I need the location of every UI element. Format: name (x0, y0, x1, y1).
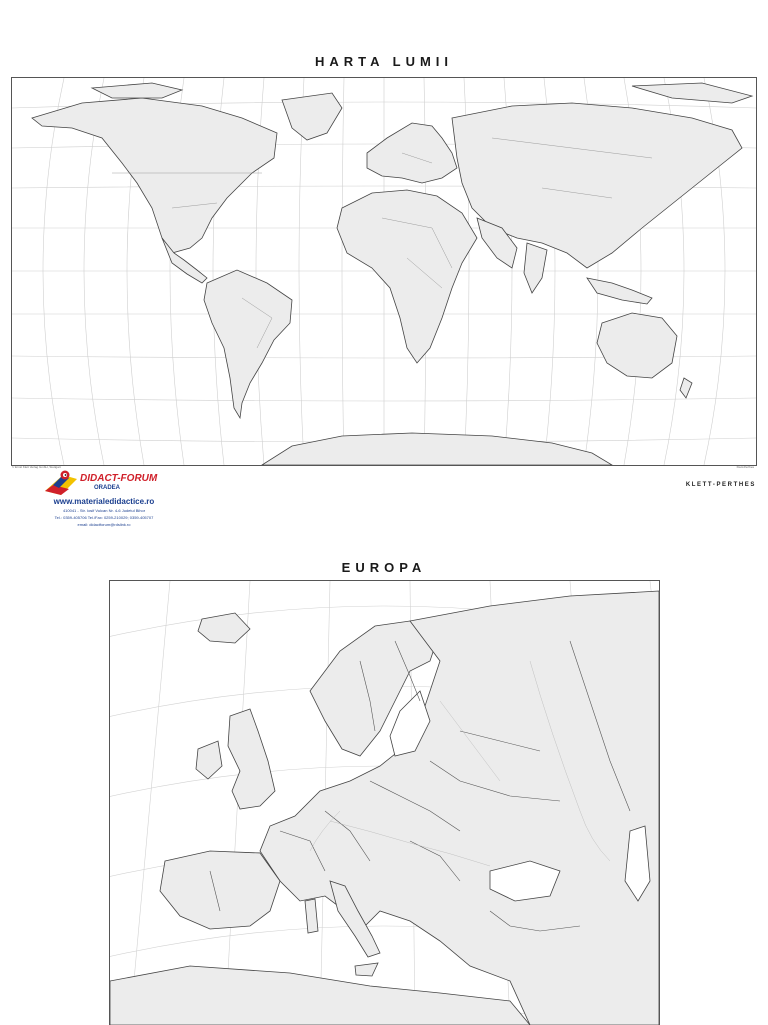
iberia (160, 851, 280, 929)
south-america (204, 270, 292, 418)
logo-address: 410041 - Str. Iosif Vulcan Nr. 4-6 Judetul Bihor (62, 508, 146, 513)
north-america (32, 98, 277, 253)
logo-brand-name: DIDACT-FORUM (80, 473, 158, 484)
world-landmasses (32, 83, 752, 465)
publisher-mark: KLETT-PERTHES (685, 482, 756, 488)
mascot-icon (43, 469, 79, 499)
logo-phones: Tel.: 0359-405706 Tel./Fax: 0259-210029; 0359-405707 (54, 515, 154, 520)
europe-map-title: EUROPA (341, 560, 427, 575)
logo-website-link[interactable]: www.materialedidactice.ro (53, 497, 155, 506)
world-map-credit-left: © Ernst Klett Verlag GmbH, Stuttgart (12, 465, 61, 469)
ireland (196, 741, 222, 779)
didact-forum-logo[interactable] (38, 469, 170, 531)
logo-email: email: didactforum@rdslink.ro (77, 522, 131, 527)
europe (367, 123, 457, 183)
iceland (198, 613, 250, 643)
sicily (355, 963, 378, 976)
sardinia-corsica (305, 899, 318, 933)
north-africa (110, 966, 530, 1025)
australia (597, 313, 677, 378)
africa (337, 190, 477, 363)
europe-landmasses (110, 591, 659, 1025)
antarctica (262, 433, 612, 465)
great-britain (228, 709, 275, 809)
world-map-drawing (12, 78, 756, 465)
europe-map-drawing (110, 581, 659, 1025)
europe-map[interactable] (109, 580, 660, 1025)
greenland (282, 93, 342, 140)
southeast-asia-islands (587, 278, 652, 304)
world-map-title: HARTA LUMII (314, 54, 454, 69)
world-map-credit-right: Klett-Perthes (736, 465, 754, 469)
arctic-islands (92, 83, 752, 103)
logo-city: ORADEA (94, 485, 121, 491)
continental-europe (260, 591, 659, 1025)
new-zealand (680, 378, 692, 398)
world-map[interactable] (11, 77, 757, 466)
